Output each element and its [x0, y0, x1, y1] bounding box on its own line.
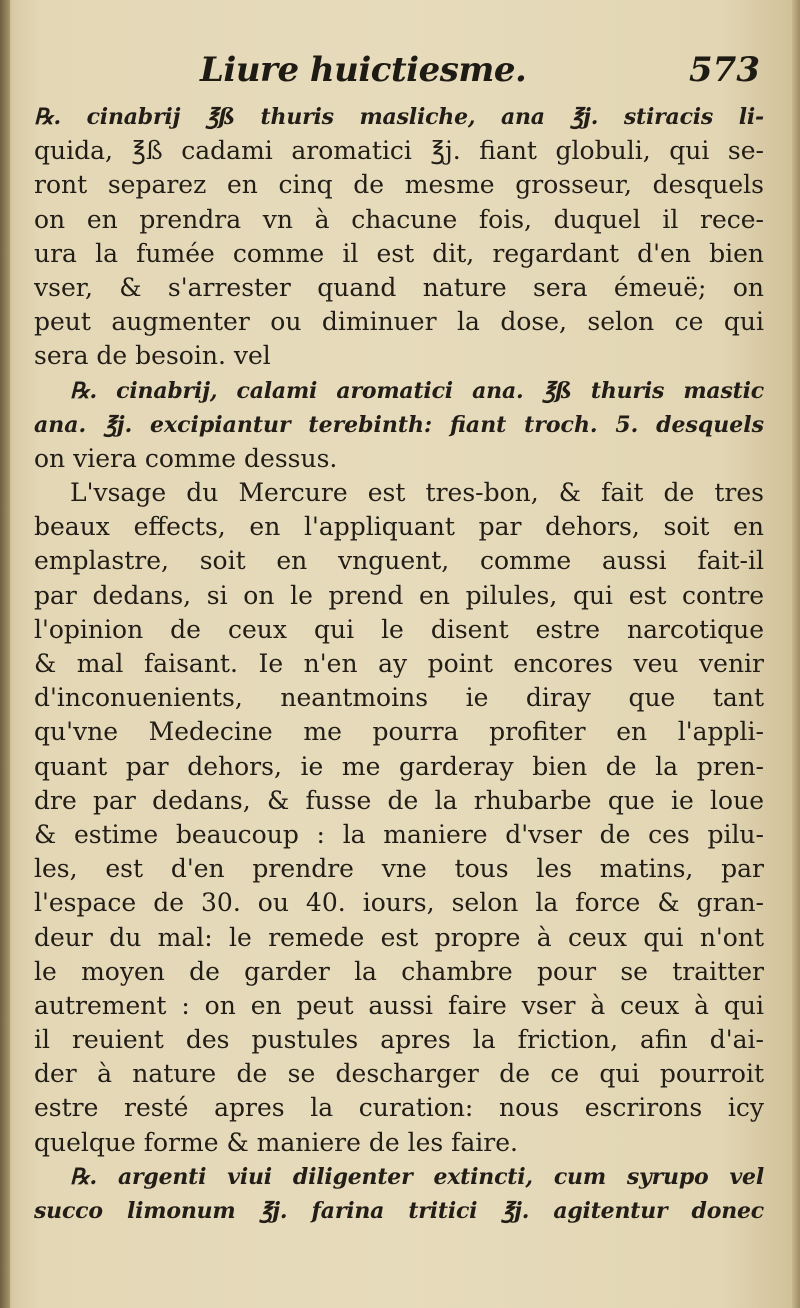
text-line: ℞. cinabrij ℥ß thuris masliche, ana ℥j. stiracis li- — [34, 104, 764, 130]
text-line: sera de besoin. vel — [34, 341, 271, 371]
text-line: der à nature de se descharger de ce qui pourroit — [34, 1059, 764, 1089]
text-line: ℞. cinabrij, calami aromatici ana. ℥ß thuris mastic — [70, 377, 764, 404]
text-line: par dedans, si on le prend en pilules, qui est contre — [34, 580, 764, 610]
text-line: deur du mal: le remede est propre à ceux qui n'ont — [34, 922, 764, 952]
running-title: Liure huictiesme. — [200, 50, 527, 90]
page-header — [40, 50, 760, 100]
text-line: dre par dedans, & fusse de la rhubarbe que ie loue — [34, 785, 764, 815]
text-line: ura la fumée comme il est dit, regardant d'en bien — [34, 238, 764, 268]
text-line: d'inconuenients, neantmoins ie diray que tant — [34, 683, 764, 713]
text-line: estre resté apres la curation: nous escrirons icy — [34, 1093, 764, 1123]
page-body-text — [34, 100, 764, 1228]
text-line: il reuient des pustules apres la friction, afin d'ai- — [34, 1025, 764, 1055]
text-line: vser, & s'arrester quand nature sera émeuë; on — [34, 272, 764, 302]
text-line: les, est d'en prendre vne tous les matins, par — [34, 854, 764, 884]
text-line: emplastre, soit en vnguent, comme aussi fait-il — [34, 546, 764, 576]
text-line: quida, ℥ß cadami aromatici ℥j. fiant globuli, qui se- — [34, 136, 764, 166]
text-line: L'vsage du Mercure est tres-bon, & fait de tres — [70, 478, 764, 508]
text-line: & mal faisant. Ie n'en ay point encores veu venir — [34, 649, 764, 678]
text-line: on en prendra vn à chacune fois, duquel il rece- — [34, 204, 764, 234]
text-line: succo limonum ℥j. farina tritici ℥j. agitentur donec — [34, 1198, 764, 1224]
text-line: ℞. argenti viui diligenter extincti, cum syrupo vel — [70, 1163, 764, 1190]
text-line: beaux effects, en l'appliquant par dehors, soit en — [34, 512, 764, 542]
text-line: ront separez en cinq de mesme grosseur, desquels — [34, 170, 764, 200]
text-line: peut augmenter ou diminuer la dose, selon ce qui — [34, 307, 764, 337]
page-number: 573 — [689, 50, 760, 90]
text-line: quant par dehors, ie me garderay bien de la pren- — [34, 751, 764, 781]
text-line: qu'vne Medecine me pourra profiter en l'appli- — [34, 717, 764, 747]
text-line: autrement : on en peut aussi faire vser à ceux à qui — [34, 990, 764, 1020]
text-line: l'espace de 30. ou 40. iours, selon la force & gran- — [34, 888, 764, 918]
text-line: ana. ℥j. excipiantur terebinth: fiant troch. 5. desquels — [34, 411, 764, 438]
page-gutter — [0, 0, 10, 1308]
text-line: le moyen de garder la chambre pour se traitter — [34, 956, 764, 986]
page-edge — [792, 0, 800, 1308]
text-line: l'opinion de ceux qui le disent estre narcotique — [34, 614, 764, 644]
text-line: & estime beaucoup : la maniere d'vser de ces pilu- — [34, 819, 764, 849]
text-line: quelque forme & maniere de les faire. — [34, 1127, 518, 1157]
text-line: on viera comme dessus. — [34, 443, 338, 473]
